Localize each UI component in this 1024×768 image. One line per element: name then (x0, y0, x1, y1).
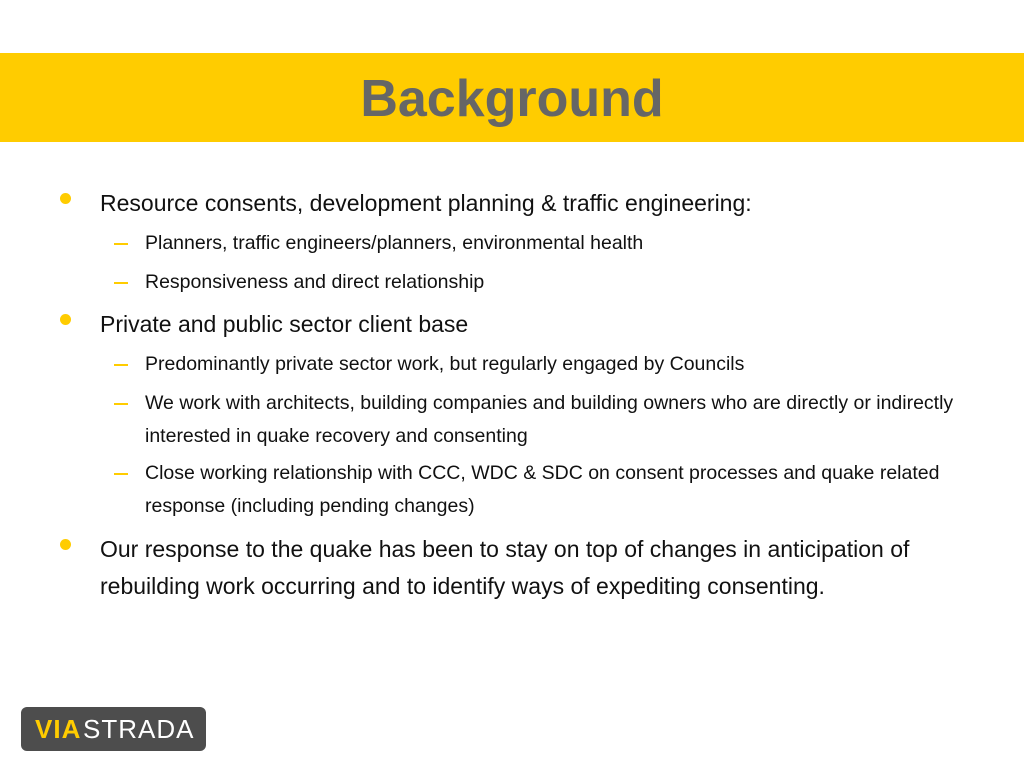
bullet-item-2: Private and public sector client base (100, 311, 469, 337)
sub-item-2-2: We work with architects, building companies and building owners who are directly or indirectly interested in quake recovery and consenting (145, 392, 954, 447)
dash-icon (114, 473, 128, 475)
bullet-item-1: Resource consents, development planning & traffic engineering: (100, 190, 752, 216)
bullet-icon (60, 193, 72, 205)
dash-icon (114, 243, 128, 245)
dash-icon (114, 364, 128, 366)
slide-title: Background (360, 70, 664, 128)
sub-item-2-1: Predominantly private sector work, but regularly engaged by Councils (145, 353, 745, 375)
sub-item-1-1: Planners, traffic engineers/planners, environmental health (145, 232, 644, 254)
logo-via-text: VIA (35, 714, 82, 744)
bullet-item-3: Our response to the quake has been to stay on top of changes in anticipation of rebuilding work occurring and to identify ways of expediting consenting. (100, 536, 910, 599)
bullet-icon (60, 539, 72, 551)
viastrada-logo (21, 707, 206, 751)
bullet-icon (60, 314, 72, 326)
title-band (0, 53, 1024, 142)
logo-strada-text: STRADA (83, 714, 195, 744)
dash-icon (114, 403, 128, 405)
sub-item-2-3: Close working relationship with CCC, WDC & SDC on consent processes and quake related response (including pending changes) (145, 462, 940, 517)
dash-icon (114, 282, 128, 284)
sub-item-1-2: Responsiveness and direct relationship (145, 271, 485, 293)
